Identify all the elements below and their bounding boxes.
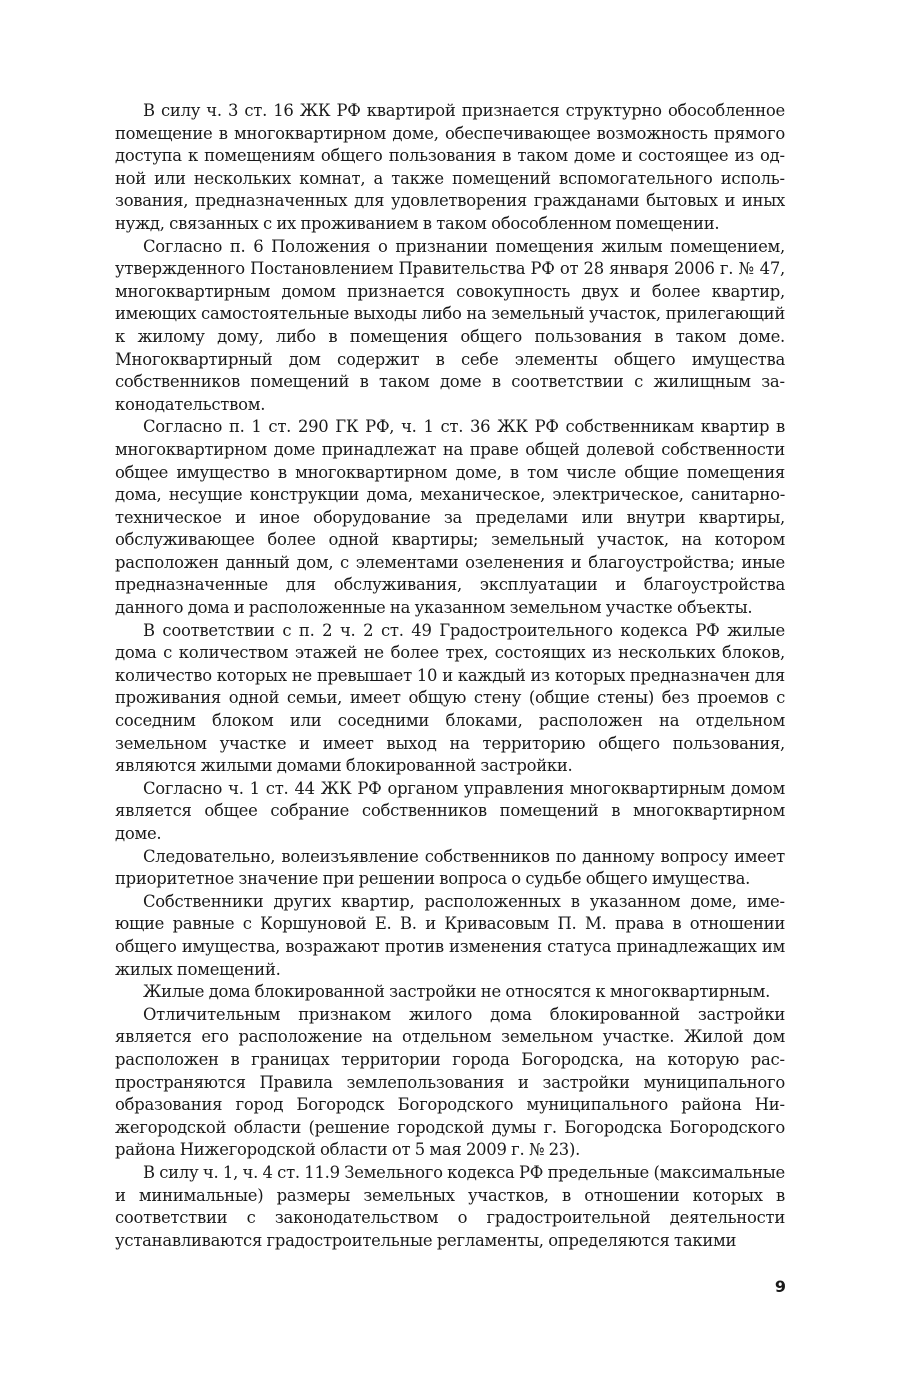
paragraph: Собственники других квартир, расположенных в указанном доме, имеющие равные с Коршуновой Е. В. и Кривасовым П. М. права в отношении общего имущества, возражают против изменения статуса принадлежащих им жилых помещений. (115, 891, 785, 979)
paragraph: В силу ч. 3 ст. 16 ЖК РФ квартирой признается структурно обособленное помещение в многоквартирном доме, обеспечивающее возможность прямого доступа к помещениям общего пользования в таком доме и состоящее из одной или нескольких комнат, а также помещений вспомогательного использования, предназначенных для удовлетворения гражданами бытовых и иных нужд, связанных с их проживанием в таком обособленном помещении. (115, 101, 785, 233)
body-text (115, 100, 785, 1252)
paragraph: Отличительным признаком жилого дома блокированной застройки является его расположение на отдельном земельном участке. Жилой дом расположен в границах территории города Богородска, на которую распространяются Правила землепользования и застройки муниципального образования город Богородск Богородского муниципального района Нижегородской области (решение городской думы г. Богородска Богородского района Нижегородской области от 5 мая 2009 г. № 23). (115, 1004, 785, 1160)
paragraph: В силу ч. 1, ч. 4 ст. 11.9 Земельного кодекса РФ предельные (максимальные и минимальные) размеры земельных участков, в отношении которых в соответствии с законодательством о градостроительной деятельности устанавливаются градостроительные регламенты, определяются такими (115, 1162, 785, 1250)
paragraph: Согласно п. 6 Положения о признании помещения жилым помещением, утвержденного Постановлением Правительства РФ от 28 января 2006 г. № 47, многоквартирным домом признается совокупность двух и более квартир, имеющих самостоятельные выходы либо на земельный участок, прилегающий к жилому дому, либо в помещения общего пользования в таком доме. Многоквартирный дом содержит в себе элементы общего имущества собственников помещений в таком доме в соответствии с жилищным законодательством. (115, 236, 785, 414)
paragraph: Следовательно, волеизъявление собственников по данному вопросу имеет приоритетное значение при решении вопроса о судьбе общего имущества. (115, 846, 785, 889)
paragraph: Согласно п. 1 ст. 290 ГК РФ, ч. 1 ст. 36 ЖК РФ собственникам квартир в многоквартирном доме принадлежат на праве общей долевой собственности общее имущество в многоквартирном доме, в том числе общие помещения дома, несущие конструкции дома, механическое, электрическое, санитарно-техническое и иное оборудование за пределами или внутри квартиры, обслуживающее более одной квартиры; земельный участок, на котором расположен данный дом, с элементами озеленения и благоустройства; иные предназначенные для обслуживания, эксплуатации и благоустройства данного дома и расположенные на указанном земельном участке объекты. (115, 417, 785, 618)
paragraph: В соответствии с п. 2 ч. 2 ст. 49 Градостроительного кодекса РФ жилые дома с количеством этажей не более трех, состоящих из нескольких блоков, количество которых не превышает 10 и каждый из которых предназначен для проживания одной семьи, имеет общую стену (общие стены) без проемов с соседним блоком или соседними блоками, расположен на отдельном земельном участке и имеет выход на территорию общего пользования, являются жилыми домами блокированной застройки. (115, 620, 785, 776)
page-number: 9 (774, 1277, 786, 1296)
paragraph: Жилые дома блокированной застройки не относятся к многоквартирным. (143, 982, 771, 1002)
paragraph: Согласно ч. 1 ст. 44 ЖК РФ органом управления многоквартирным домом является общее собрание собственников помещений в многоквартирном доме. (115, 778, 785, 843)
